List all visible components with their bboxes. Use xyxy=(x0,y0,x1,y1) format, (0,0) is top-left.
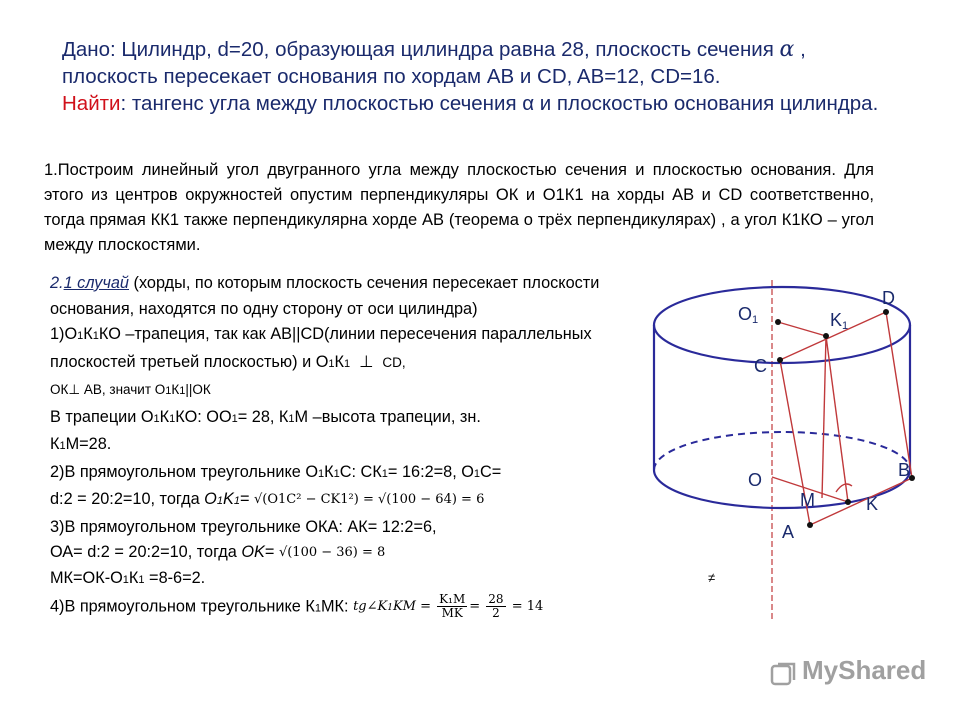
case-line8 xyxy=(50,540,640,566)
neq-symbol: ≠ xyxy=(708,570,716,585)
top-ellipse xyxy=(654,287,910,363)
sub: 1 xyxy=(59,440,66,452)
t: С: СК xyxy=(339,462,382,481)
case-line6 xyxy=(50,487,640,515)
sub: 1 xyxy=(343,357,351,370)
t: MK xyxy=(441,606,463,621)
t: К xyxy=(334,352,344,371)
sub: 1 xyxy=(92,330,99,342)
points xyxy=(775,309,915,528)
find-text: : тангенс угла между плоскостью сечения α и плоскостью основания цилиндра. xyxy=(120,92,879,115)
given-keyword: Дано xyxy=(62,38,111,61)
sub: 1 xyxy=(169,412,176,425)
label-k1: K1 xyxy=(830,310,849,332)
label-d: D xyxy=(882,288,895,308)
t: 1)О xyxy=(50,325,78,343)
label-m: M xyxy=(800,490,815,510)
sub: 1 xyxy=(387,603,393,614)
sub: 1 xyxy=(179,385,186,397)
sub: 1 xyxy=(122,573,129,586)
sub: 1 xyxy=(333,467,340,480)
t: = 16:2=8, О xyxy=(387,462,474,481)
t: KM = xyxy=(392,599,432,615)
case-line10 xyxy=(50,593,640,622)
sub: 1 xyxy=(473,467,481,480)
sub: 1 xyxy=(288,412,295,425)
given-text: : Цилиндр, d=20, образующая цилиндра равна 28, плоскость сечения xyxy=(110,38,774,61)
sub: 1 xyxy=(231,412,238,425)
label-o: O xyxy=(748,470,763,490)
t: CD, xyxy=(382,354,406,370)
t: 4)В прямоугольном треугольнике К xyxy=(50,597,315,616)
chord-ab xyxy=(810,478,912,525)
label-k: K xyxy=(866,494,879,514)
step1-paragraph: 1.Построим линейный угол двугранного угла между плоскостью сечения и плоскостью основания. Для этого из центров окружностей опустим перпендикуляры ОК и О1К1 на хорды АВ и CD соответственно, тогда прямая КК1 также перпендикулярна хорде АВ (теорема о трёх перпендикулярах) , а угол К1КО – угол между плоскостями. xyxy=(44,161,874,254)
perp-symbol: ⊥ xyxy=(68,382,81,397)
t: МК=ОК-О xyxy=(50,568,123,587)
sub: 1 xyxy=(233,495,240,508)
given-text-comma: , xyxy=(794,38,806,61)
watermark-text: MyShared xyxy=(802,655,927,685)
t: O xyxy=(204,490,217,509)
t: МК: xyxy=(320,597,349,616)
t: КО: ОО xyxy=(175,407,232,426)
t: = xyxy=(239,490,250,509)
t: d:2 = 20:2=10, тогда xyxy=(50,490,205,509)
case-line1 xyxy=(50,322,640,377)
alpha-symbol: α xyxy=(779,37,795,62)
sub: 1 xyxy=(138,573,145,586)
t: К xyxy=(50,435,60,453)
sub: 1 xyxy=(328,357,335,370)
point-k1 xyxy=(823,333,829,339)
label-b: B xyxy=(898,460,911,480)
sub: 1 xyxy=(165,385,172,397)
sub: 1 xyxy=(381,467,388,480)
case-line4 xyxy=(50,432,640,460)
find-keyword: Найти xyxy=(62,92,121,115)
given-block xyxy=(62,36,902,117)
t: 28 xyxy=(488,592,504,607)
t: = 14 xyxy=(511,599,544,615)
o1-k1-line xyxy=(778,322,826,336)
case-line3 xyxy=(50,405,640,433)
case-block xyxy=(50,271,640,622)
t: K xyxy=(222,490,234,509)
formula-ok: √(100 − 36) = 8 xyxy=(278,545,386,561)
formula-tangent: tg∠K1KM = $\frac{\text{K₁M}}{MK}$ = $\frac{28}{2}$ = 14 xyxy=(353,592,544,621)
t: 2)В прямоугольном треугольнике О xyxy=(50,462,319,481)
case-intro xyxy=(50,271,640,322)
t: М=28. xyxy=(65,435,112,453)
t: K₁M xyxy=(439,592,466,607)
t: В трапеции О xyxy=(50,407,154,426)
sub: 1 xyxy=(77,330,84,342)
t: К xyxy=(159,407,170,426)
label-c: C xyxy=(754,356,767,376)
case-intro-text: (хорды, по которым плоскость сечения пересекает плоскости основания, находятся по одну сторону от оси цилиндра) xyxy=(50,274,600,318)
point-d xyxy=(883,309,889,315)
case-number: 2. xyxy=(50,274,64,292)
t: =8-6=2. xyxy=(144,568,206,587)
t: К xyxy=(128,568,139,587)
t: = xyxy=(264,543,275,562)
sub: 1 xyxy=(314,602,321,615)
d-b-line xyxy=(886,312,912,478)
t: OK xyxy=(241,543,265,562)
t: ||ОК xyxy=(185,382,211,397)
k1-k-line xyxy=(826,336,848,502)
t: tg∠K xyxy=(353,599,388,615)
case-line9 xyxy=(50,566,640,594)
t: К xyxy=(83,325,93,343)
sub: 1 xyxy=(153,412,160,425)
case-line2 xyxy=(50,377,640,405)
point-k xyxy=(845,499,851,505)
myshared-logo-icon xyxy=(770,660,796,686)
point-a xyxy=(807,522,813,528)
sub: 1 xyxy=(318,467,325,480)
t: = 28, К xyxy=(237,407,289,426)
fraction-1 xyxy=(437,593,467,620)
t: К xyxy=(324,462,334,481)
t: 2 xyxy=(492,606,500,621)
case-line5 xyxy=(50,460,640,488)
point-o1 xyxy=(775,319,781,325)
fraction-2 xyxy=(486,593,505,620)
label-o1: O1 xyxy=(738,304,759,326)
point-c xyxy=(777,357,783,363)
given-line2: плоскость пересекает основания по хордам AB и CD, AB=12, CD=16. xyxy=(62,65,721,88)
perp-symbol: ⊥ xyxy=(354,352,378,371)
label-a: A xyxy=(782,522,795,542)
cylinder-diagram xyxy=(640,270,940,630)
case-link[interactable]: 1 случай xyxy=(63,274,129,292)
angle-arc xyxy=(836,484,852,492)
case-line7: 3)В прямоугольном треугольнике ОКА: АК= 12:2=6, xyxy=(50,517,437,536)
sub: 1 xyxy=(216,495,223,508)
t: ОА= d:2 = 20:2=10, тогда xyxy=(50,543,242,562)
t: AB, значит О xyxy=(80,382,166,397)
formula-o1k1: √(O1C² − CK1²) = √(100 − 64) = 6 xyxy=(254,492,485,507)
t: КО –трапеция, так как AB||CD(линии пересечения параллельных плоскостей третьей плоскостью) и О xyxy=(50,325,592,371)
t: С= xyxy=(480,462,502,481)
t: ОК xyxy=(50,382,69,397)
bottom-ellipse-back xyxy=(654,432,910,470)
t: К xyxy=(171,382,180,397)
t: М –высота трапеции, зн. xyxy=(294,407,481,426)
section-lines xyxy=(772,312,912,525)
